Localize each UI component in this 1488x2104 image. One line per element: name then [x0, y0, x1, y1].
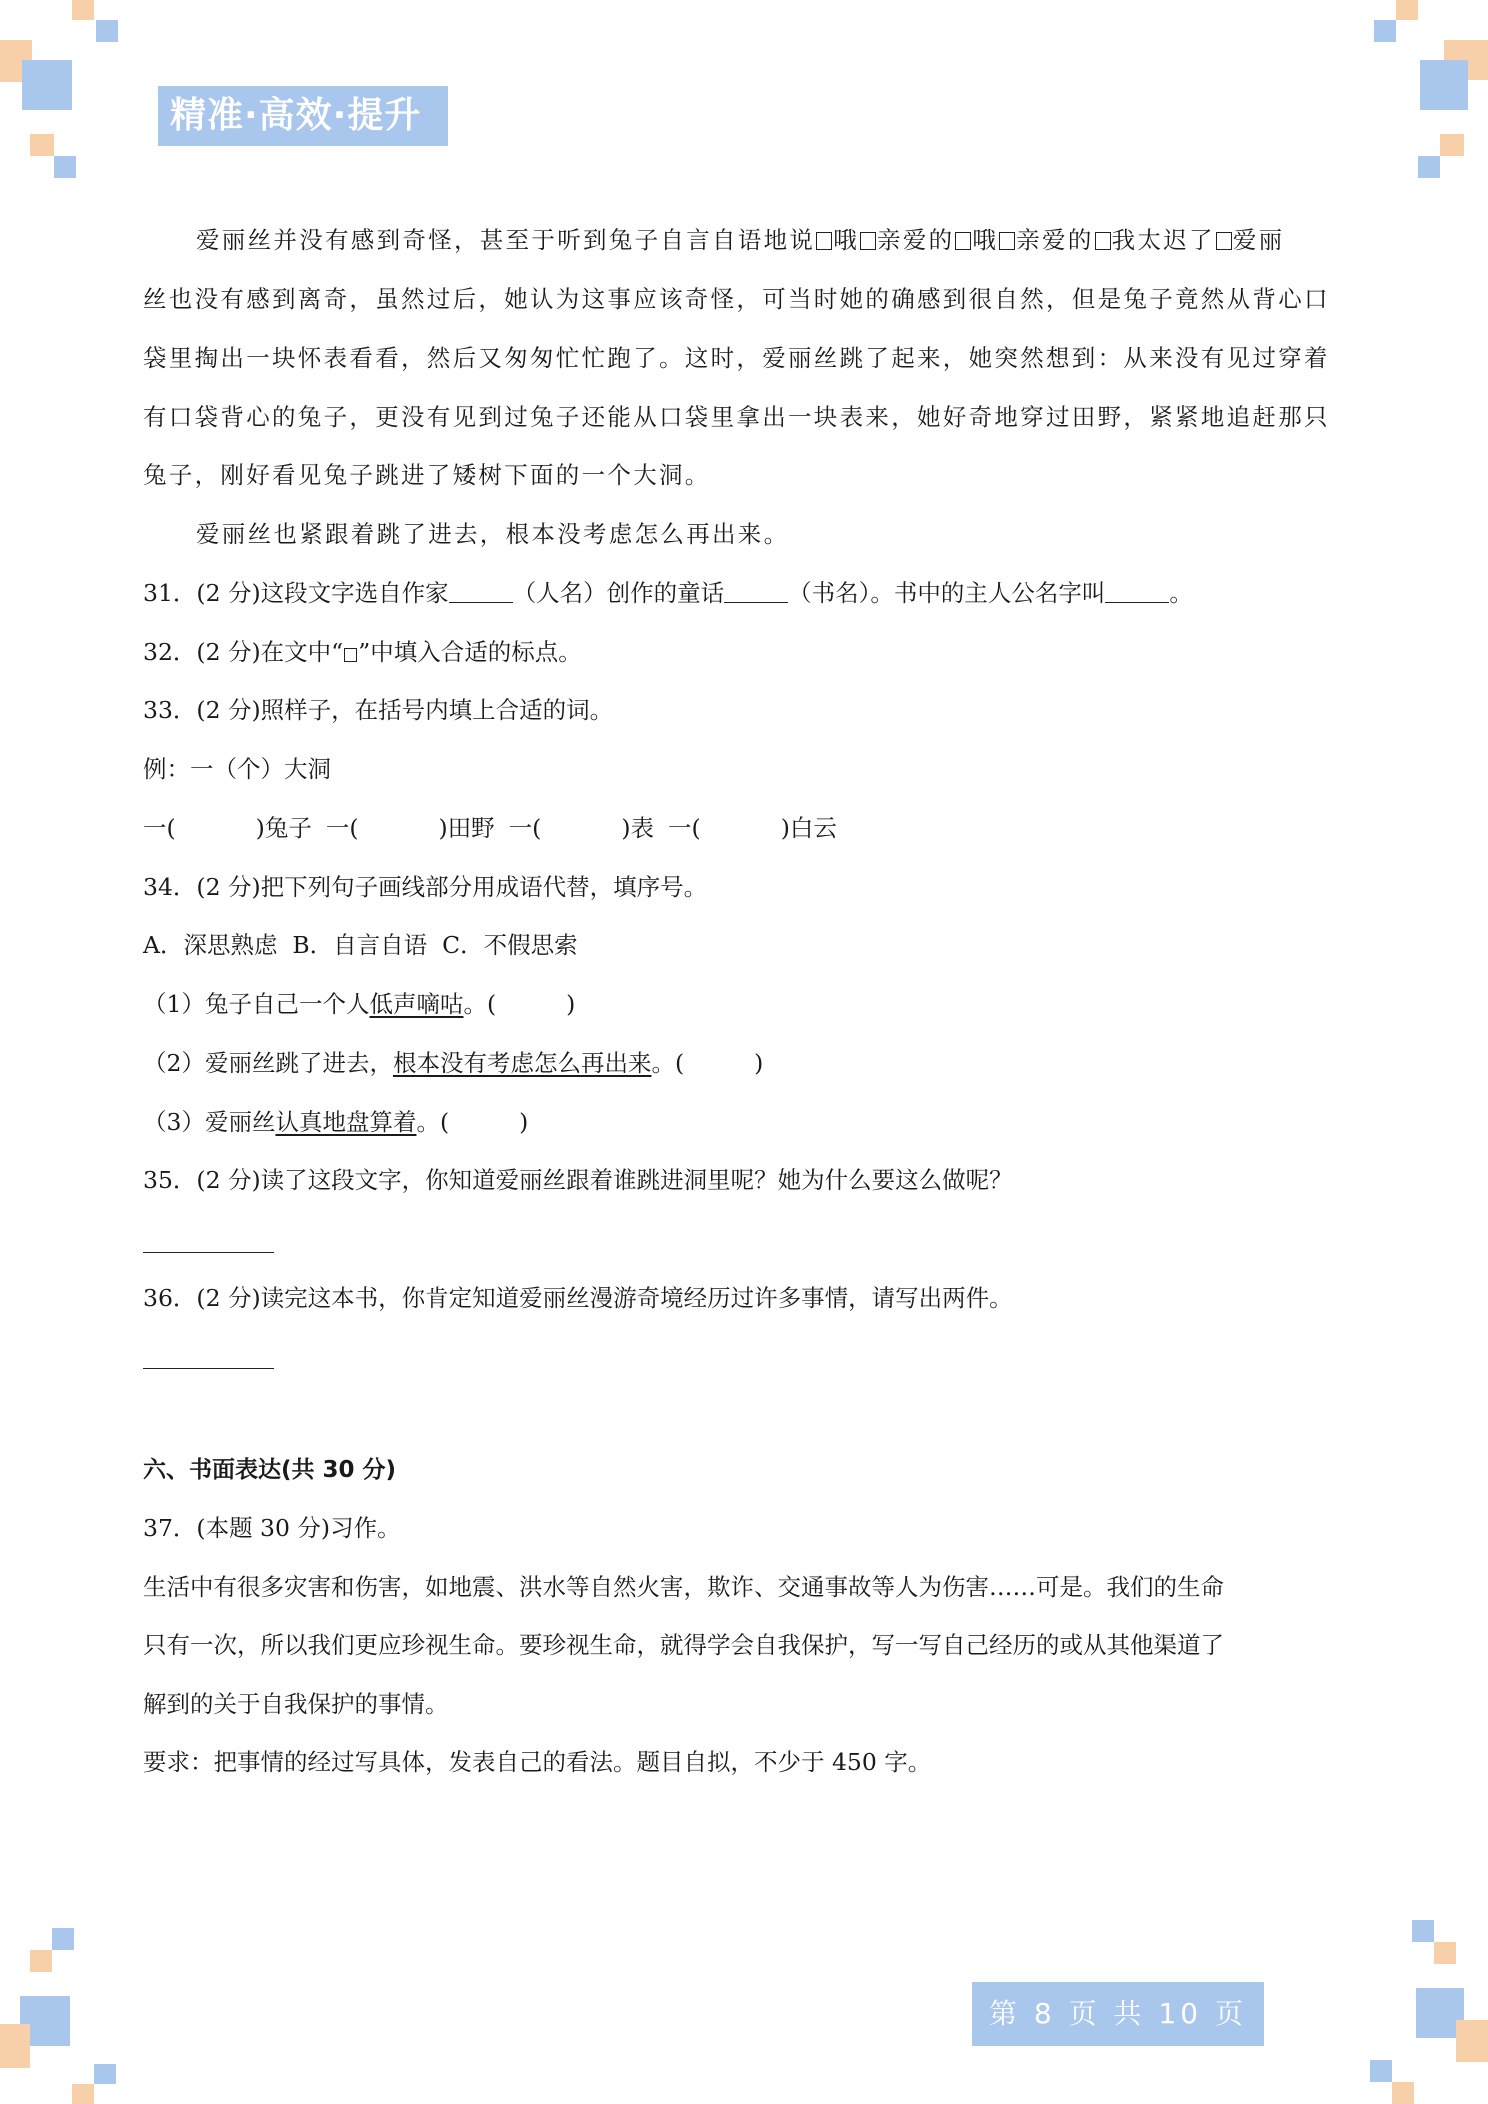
corner-decoration	[72, 2084, 94, 2104]
options-line: A．深思熟虑 B．自言自语 C．不假思索	[143, 931, 578, 959]
answer-line[interactable]	[143, 1368, 274, 1369]
blank-box	[860, 232, 876, 250]
corner-decoration	[0, 2024, 30, 2068]
corner-decoration	[52, 1928, 74, 1950]
corner-decoration	[1396, 0, 1418, 20]
passage-line: 兔子，刚好看见兔子跳进了矮树下面的一个大洞。	[143, 461, 711, 489]
passage-line: 丝也没有感到离奇，虽然过后，她认为这事应该奇怪，可当时她的确感到很自然，但是兔子竟然从背心口	[143, 285, 1330, 313]
passage-line: 爱丽丝也紧跟着跳了进去，根本没考虑怎么再出来。	[196, 520, 790, 548]
corner-decoration	[1374, 20, 1396, 42]
blank-box	[1095, 232, 1111, 250]
fill-in-line: 一( )兔子 一( )田野 一( )表 一( )白云	[143, 814, 837, 842]
page-number: 第 8 页 共 10 页	[972, 1982, 1264, 2046]
blank-box	[1216, 232, 1232, 250]
corner-decoration	[22, 60, 72, 110]
question-31: 31．(2 分)这段文字选自作家 （人名）创作的童话 （书名）。书中的主人公名字叫 。	[143, 579, 1193, 607]
example-line: 例：一（个）大洞	[143, 755, 331, 783]
corner-decoration	[72, 0, 94, 20]
essay-prompt-line: 生活中有很多灾害和伤害，如地震、洪水等自然火害，欺诈、交通事故等人为伤害……可是。我们的生命	[143, 1573, 1224, 1601]
essay-requirement: 要求：把事情的经过写具体，发表自己的看法。题目自拟，不少于 450 字。	[143, 1748, 932, 1776]
blank-box	[816, 232, 832, 250]
sentence-1: （1）兔子自己一个人低声嘀咕。( )	[143, 990, 576, 1018]
header-banner: 精准·高效·提升	[158, 86, 448, 146]
essay-prompt-line: 只有一次，所以我们更应珍视生命。要珍视生命，就得学会自我保护，写一写自己经历的或从其他渠道了	[143, 1631, 1224, 1659]
blank-box	[344, 648, 357, 662]
corner-decoration	[96, 20, 118, 42]
section-heading: 六、书面表达(共 30 分)	[143, 1457, 397, 1483]
corner-decoration	[1392, 2082, 1414, 2104]
corner-decoration	[1418, 156, 1440, 178]
passage-line: 有口袋背心的兔子，更没有见到过兔子还能从口袋里拿出一块表来，她好奇地穿过田野，紧紧地追赶那只	[143, 403, 1330, 431]
corner-decoration	[30, 1950, 52, 1972]
corner-decoration	[30, 134, 54, 156]
question-37: 37．(本题 30 分)习作。	[143, 1514, 401, 1542]
question-36: 36．(2 分)读完这本书，你肯定知道爱丽丝漫游奇境经历过许多事情，请写出两件。	[143, 1284, 1013, 1312]
blank-box	[999, 232, 1015, 250]
essay-prompt-line: 解到的关于自我保护的事情。	[143, 1690, 449, 1718]
passage-line: 爱丽丝并没有感到奇怪，甚至于听到兔子自言自语地说 哦 亲爱的 哦 亲爱的 我太迟了 爱丽	[196, 226, 1285, 254]
corner-decoration	[1440, 134, 1464, 156]
corner-decoration	[1434, 1942, 1456, 1964]
question-33: 33．(2 分)照样子，在括号内填上合适的词。	[143, 696, 614, 724]
corner-decoration	[1370, 2060, 1392, 2082]
blank-box	[955, 232, 971, 250]
sentence-3: （3）爱丽丝认真地盘算着。( )	[143, 1108, 529, 1136]
question-32: 32．(2 分)在文中“ ”中填入合适的标点。	[143, 638, 582, 666]
corner-decoration	[94, 2064, 116, 2084]
sentence-2: （2）爱丽丝跳了进去，根本没有考虑怎么再出来。( )	[143, 1049, 764, 1077]
question-35: 35．(2 分)读了这段文字，你知道爱丽丝跟着谁跳进洞里呢？她为什么要这么做呢？	[143, 1166, 1013, 1194]
answer-blank[interactable]	[724, 580, 788, 603]
corner-decoration	[1412, 1920, 1434, 1942]
corner-decoration	[1420, 60, 1468, 110]
answer-blank[interactable]	[449, 580, 513, 603]
corner-decoration	[1456, 2020, 1488, 2062]
question-34: 34．(2 分)把下列句子画线部分用成语代替，填序号。	[143, 873, 708, 901]
answer-line[interactable]	[143, 1252, 274, 1253]
corner-decoration	[54, 156, 76, 178]
answer-blank[interactable]	[1105, 580, 1169, 603]
passage-line: 袋里掏出一块怀表看看，然后又匆匆忙忙跑了。这时，爱丽丝跳了起来，她突然想到：从来没有见过穿着	[143, 344, 1330, 372]
